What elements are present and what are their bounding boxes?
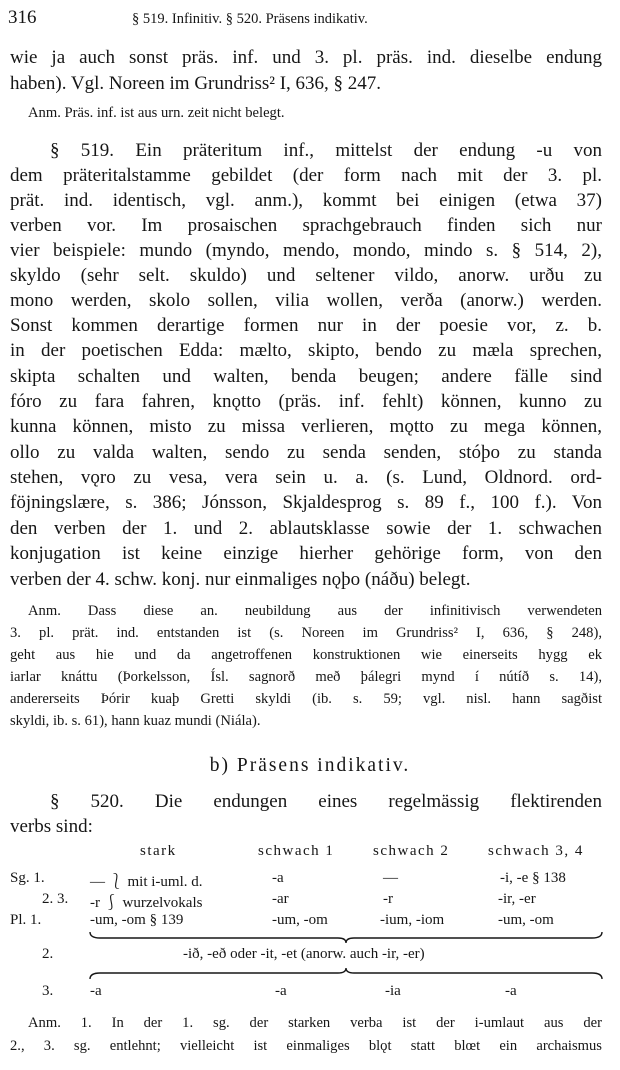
row-label: Sg. 1. (10, 870, 45, 886)
text-line: kunna können, misto zu missa verlieren, mǫtto zu mega können, (10, 416, 602, 437)
text-line: Sonst kommen derartige formen nur in der poesie vor, z. b. (10, 315, 602, 336)
table-cell: — (383, 870, 398, 886)
footnote-line: iarlar knáttu (Þorkelsson, Ísl. sagnorð með þálegri mynd í nútíð s. 14), (10, 669, 602, 685)
text-line: konjugation ist keine einzige hierher gehörige form, von den (10, 543, 602, 564)
row-label: 3. (42, 983, 54, 999)
footnote-line: skyldi, ib. s. 61), hann kuaz mundi (Niála). (10, 713, 261, 729)
text-line: stehen, vǫro zu vesa, vera sein u. a. (s. Lund, Oldnord. ord- (10, 467, 602, 488)
text-line: verben vor. Im prosaischen sprachgebrauch finden sich nur (10, 215, 602, 236)
table-cell: -a (505, 983, 517, 999)
table-cell: -ar (272, 891, 289, 907)
footnote-line: 3. pl. prät. ind. entstanden ist (s. Noreen im Grundriss² I, 636, § 248), (10, 625, 602, 641)
row-label: 2. (42, 946, 54, 962)
table-cell: -a (275, 983, 287, 999)
text-line: in der poetischen Edda: mælto, skipto, bendo zu mæla sprechen, (10, 340, 602, 361)
footnote-line: geht aus hie und da angetroffenen konstruktionen wie einerseits hygg ek (10, 647, 602, 663)
column-header: schwach 2 (373, 843, 450, 859)
text-line: § 519. Ein präteritum inf., mittelst der endung -u von (50, 140, 602, 161)
text-line: § 520. Die endungen eines regelmässig flektirenden (50, 791, 602, 812)
row-label: 2. 3. (42, 891, 69, 907)
text-line: dem präteritalstamme gebildet (der form nach mit der 3. pl. (10, 165, 602, 186)
text-line: den verben der 1. und 2. ablautsklasse sowie der 1. schwachen (10, 518, 602, 539)
table-cell: -um, -om (272, 912, 328, 928)
text-line: verbs sind: (10, 816, 93, 837)
page-number: 316 (8, 7, 37, 28)
text-line: föjningslære, s. 386; Jónsson, Skjaldesprog s. 89 f., 100 f.). Von (10, 492, 602, 513)
text-line: fóro zu fara fahren, knǫtto (präs. inf. fehlt) können, kunno zu (10, 391, 602, 412)
text-line: haben). Vgl. Noreen im Grundriss² I, 636, § 247. (10, 73, 382, 94)
footnote-line: 2., 3. sg. entlehnt; vielleicht ist einmaliges blǫt statt blœt ein archaismus (10, 1038, 602, 1054)
table-cell: -ir, -er (498, 891, 536, 907)
row-label: Pl. 1. (10, 912, 42, 928)
text-line: skyldo (sehr selt. skuldo) und seltener vildo, anorw. urðu zu (10, 265, 602, 286)
running-title: § 519. Infinitiv. § 520. Präsens indikativ. (132, 11, 368, 27)
column-header: schwach 3, 4 (488, 843, 584, 859)
table-cell: -a (272, 870, 284, 886)
table-cell: -r ⎰ wurzelvokals (90, 895, 203, 911)
table-cell: -a (90, 983, 102, 999)
footnote-line: Anm. 1. In der 1. sg. der starken verba ist der i-umlaut aus der (28, 1015, 602, 1031)
table-cell: — ⎱ mit i-uml. d. (90, 874, 203, 890)
table-cell: -i, -e § 138 (500, 870, 566, 886)
page-header (8, 7, 608, 33)
text-line: mono werden, skolo sollen, vilia wollen, verða (anorw.) werden. (10, 290, 602, 311)
table-cell: -ið, -eð oder -it, -et (anorw. auch -ir, -er) (183, 946, 425, 962)
footnote-line: Anm. Dass diese an. neubildung aus der infinitivisch verwendeten (28, 603, 602, 619)
text-line: ollo zu valda walten, sendo zu senda senden, stóþo zu standa (10, 442, 602, 463)
footnote-line: Anm. Präs. inf. ist aus urn. zeit nicht belegt. (28, 105, 285, 121)
text-line: prät. ind. identisch, vgl. anm.), kommt bei einigen (etwa 37) (10, 190, 602, 211)
table-cell: -um, -om (498, 912, 554, 928)
column-header: stark (140, 843, 177, 859)
table-cell: -ia (385, 983, 401, 999)
table-cell: -um, -om § 139 (90, 912, 184, 928)
text-line: skipta schalten und walten, benda beugen; andere fälle sind (10, 366, 602, 387)
section-heading: b) Präsens indikativ. (209, 755, 411, 776)
footnote-line: andererseits Þórir kuaþ Gretti skyldi (ib. s. 59; vgl. nisl. hann sagðist (10, 691, 602, 707)
table-cell: -r (383, 891, 393, 907)
text-line: verben der 4. schw. konj. nur einmaliges nǫþo (náðu) belegt. (10, 569, 471, 590)
text-line: vier beispiele: mundo (myndo, mendo, mondo, mindo s. § 514, 2), (10, 240, 602, 261)
table-brace (88, 930, 604, 944)
table-brace (88, 966, 604, 980)
column-header: schwach 1 (258, 843, 335, 859)
table-cell: -ium, -iom (380, 912, 445, 928)
text-line: wie ja auch sonst präs. inf. und 3. pl. präs. ind. dieselbe endung (10, 47, 602, 68)
